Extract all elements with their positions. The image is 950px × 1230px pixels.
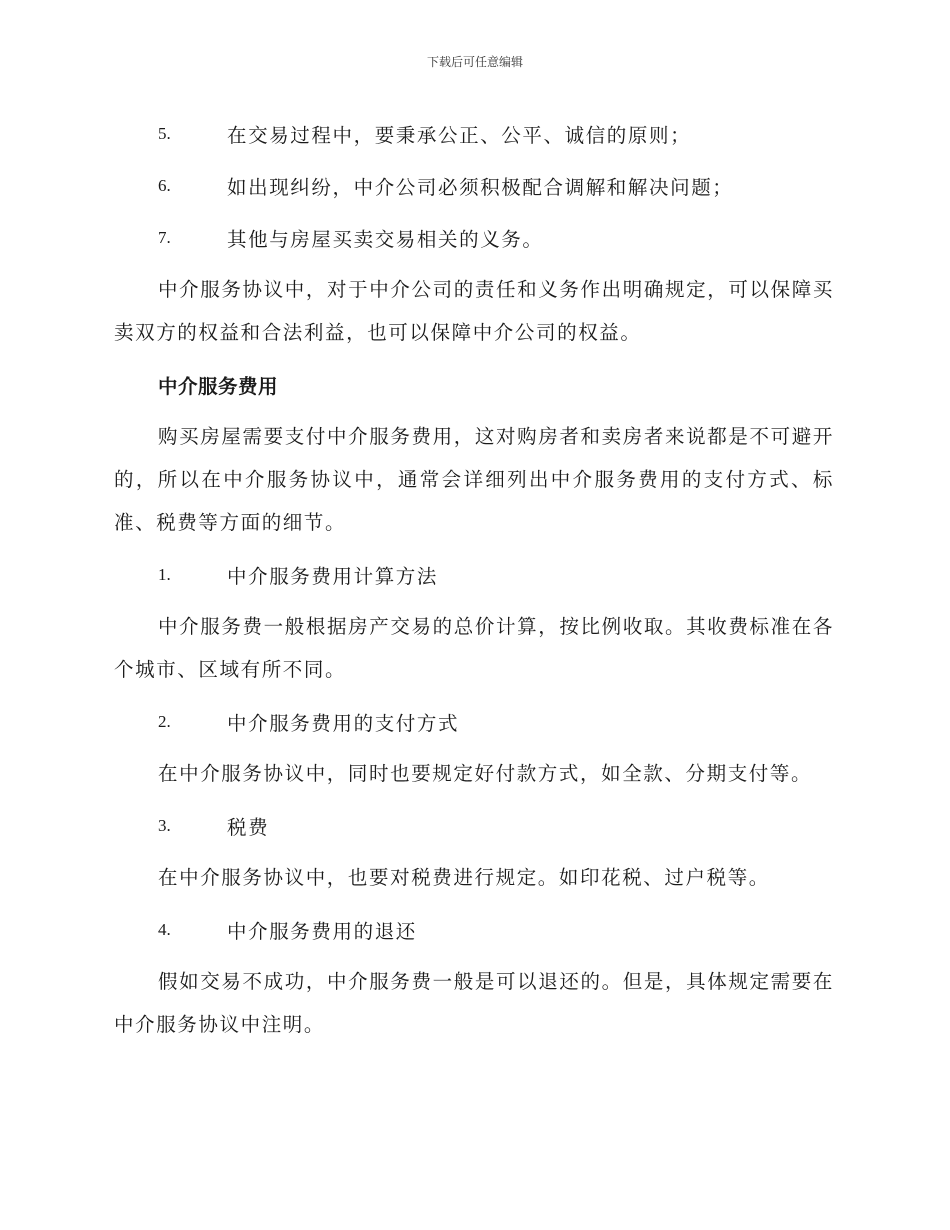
list-number: 4. <box>158 920 171 939</box>
list-number: 2. <box>158 712 171 731</box>
list-number: 1. <box>158 565 171 584</box>
list-number: 7. <box>158 228 171 247</box>
list-number: 6. <box>158 176 171 195</box>
list-item <box>114 696 834 748</box>
list-item <box>114 108 834 160</box>
paragraph: 中介服务费一般根据房产交易的总价计算，按比例收取。其收费标准在各个城市、区域有所不同。 <box>114 615 834 681</box>
list-item <box>114 212 834 264</box>
list-text: 如出现纠纷，中介公司必须积极配合调解和解决问题； <box>227 176 734 199</box>
list-item <box>114 160 834 212</box>
paragraph: 在中介服务协议中，同时也要规定好付款方式，如全款、分期支付等。 <box>158 762 813 785</box>
paragraph: 购买房屋需要支付中介服务费用，这对购房者和卖房者来说都是不可避开的，所以在中介服务协议中，通常会详细列出中介服务费用的支付方式、标准、税费等方面的细节。 <box>114 425 834 534</box>
list-text: 在交易过程中，要秉承公正、公平、诚信的原则； <box>227 124 692 147</box>
list-text: 税费 <box>227 816 270 839</box>
document-body <box>114 108 834 1051</box>
paragraph: 在中介服务协议中，也要对税费进行规定。如印花税、过户税等。 <box>158 866 770 889</box>
paragraph: 假如交易不成功，中介服务费一般是可以退还的。但是，具体规定需要在中介服务协议中注明。 <box>114 970 834 1036</box>
list-item <box>114 549 834 601</box>
paragraph: 中介服务协议中，对于中介公司的责任和义务作出明确规定，可以保障买卖双方的权益和合法利益，也可以保障中介公司的权益。 <box>114 278 834 344</box>
list-number: 3. <box>158 816 171 835</box>
list-item <box>114 800 834 852</box>
list-text: 中介服务费用的退还 <box>227 920 417 943</box>
page-header: 下载后可任意编辑 <box>426 55 523 69</box>
list-text: 中介服务费用的支付方式 <box>227 712 460 735</box>
section-heading: 中介服务费用 <box>158 375 279 398</box>
list-text: 中介服务费用计算方法 <box>227 565 439 588</box>
list-number: 5. <box>158 124 171 143</box>
list-text: 其他与房屋买卖交易相关的义务。 <box>227 228 544 251</box>
list-item <box>114 904 834 956</box>
